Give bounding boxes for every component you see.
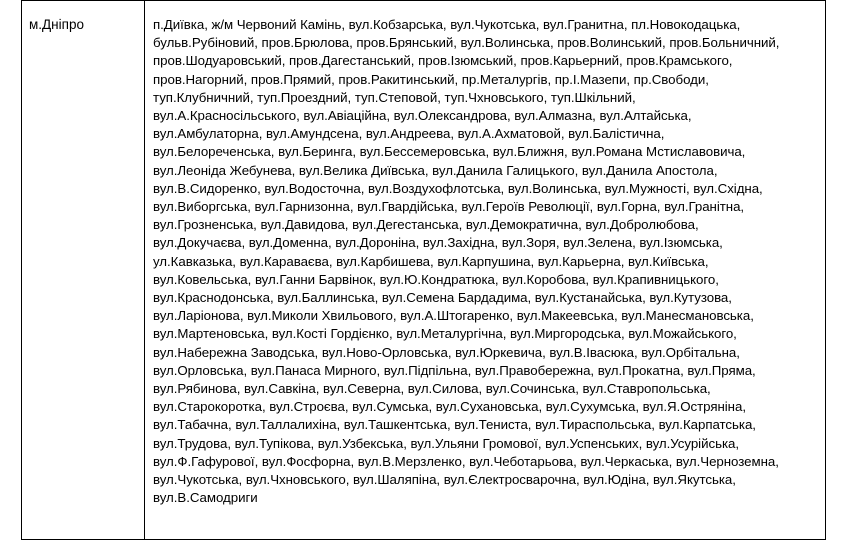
street-list-line: п.Диївка, ж/м Червоний Камінь, вул.Кобзарська, вул.Чукотська, вул.Гранитна, пл.Новокодацька, [153,17,741,32]
street-list-line: вул.Ф.Гафурової, вул.Фосфорна, вул.В.Мерзленко, вул.Чеботарьова, вул.Черкаська, вул.Черноземна, [153,453,779,469]
street-list-line: вул.Табачна, вул.Таллалихіна, вул.Ташкентська, вул.Тениста, вул.Тираспольська, вул.Карпатська, [153,417,756,433]
street-list-line: вул.Старокоротка, вул.Строєва, вул.Сумська, вул.Сухановська, вул.Сухумська, вул.Я.Остряніна, [153,399,746,415]
street-list-line: вул.Чукотська, вул.Чхновського, вул.Шаляпіна, вул.Єлектросварочна, вул.Юдіна, вул.Якутська, [153,472,736,488]
street-list-line: вул.Набережна Заводська, вул.Ново-Орловська, вул.Юркевича, вул.В.Івасюка, вул.Орбітальна, [153,344,740,360]
street-list-line: вул.Ларіонова, вул.Миколи Хвильового, вул.А.Штогаренко, вул.Макеевська, вул.Манесмановська, [153,308,754,324]
street-list-line: вул.Белореченська, вул.Беринга, вул.Бессемеровська, вул.Ближня, вул.Романа Мстиславовича, [153,144,746,160]
city-cell [22,1,145,540]
table-row [22,1,826,540]
address-table [21,0,826,540]
street-list-line: вул.Амбулаторна, вул.Амундсена, вул.Андреева, вул.А.Ахматовой, вул.Балістична, [153,126,665,142]
street-list-line: вул.Ковельська, вул.Ганни Барвінок, вул.Ю.Кондратюка, вул.Коробова, вул.Крапивницького, [153,271,719,287]
street-list-line: пров.Нагорний, пров.Прямий, пров.Ракитинський, пр.Металургів, пр.І.Мазепи, пр.Свободи, [153,71,709,87]
street-list-line: пров.Шодуаровський, пров.Дагестанський, пров.Ізюмський, пров.Карьерний, пров.Крамського, [153,53,733,69]
street-list-line: вул.В.Сидоренко, вул.Водосточна, вул.Воздухофлотська, вул.Волинська, вул.Мужності, вул.Східна, [153,180,763,196]
street-list-line: вул.Орловська, вул.Панаса Мирного, вул.Підпільна, вул.Правобережна, вул.Прокатна, вул.Пряма, [153,362,756,378]
city-name: м.Дніпро [29,17,84,32]
streets-cell [145,1,826,540]
street-list-line: вул.Леоніда Жебунева, вул.Велика Диївська, вул.Данила Галицького, вул.Данила Апостола, [153,162,718,178]
street-list-line: вул.Виборгська, вул.Гарнизонна, вул.Гвардійська, вул.Героїв Революції, вул.Горна, вул.Гранітна, [153,199,745,215]
street-list-line: вул.Мартеновська, вул.Кості Гордієнко, вул.Металургічна, вул.Миргородська, вул.Можайського, [153,326,737,342]
street-list-line: вул.Рябинова, вул.Савкіна, вул.Северна, вул.Силова, вул.Сочинська, вул.Ставропольська, [153,381,711,397]
street-list-line: вул.Краснодонська, вул.Баллинська, вул.Семена Бардадима, вул.Кустанайська, вул.Кутузова, [153,290,732,306]
street-list-line: вул.Грозненська, вул.Давидова, вул.Дегестанська, вул.Демократична, вул.Добролюбова, [153,217,699,233]
street-list-line: вул.В.Самодриги [153,490,258,506]
street-list-line: вул.А.Красносільського, вул.Авіаційна, вул.Олександрова, вул.Алмазна, вул.Алтайська, [153,108,692,124]
street-list-line: ул.Кавказька, вул.Караваєва, вул.Карбишева, вул.Карпушина, вул.Карьерна, вул.Київська, [153,253,709,269]
street-list-line: бульв.Рубіновий, пров.Брюлова, пров.Брянський, вул.Волинська, пров.Волинський, пров.Больничний, [153,35,780,51]
street-list-line: туп.Клубничний, туп.Проездний, туп.Степовой, туп.Чхновського, туп.Шкільний, [153,89,636,105]
street-list-line: вул.Трудова, вул.Тупікова, вул.Узбекська, вул.Ульяни Громової, вул.Успенських, вул.Усурійська, [153,435,739,451]
street-list-line: вул.Докучаєва, вул.Доменна, вул.Дороніна, вул.Західна, вул.Зоря, вул.Зелена, вул.Ізюмська, [153,235,723,251]
